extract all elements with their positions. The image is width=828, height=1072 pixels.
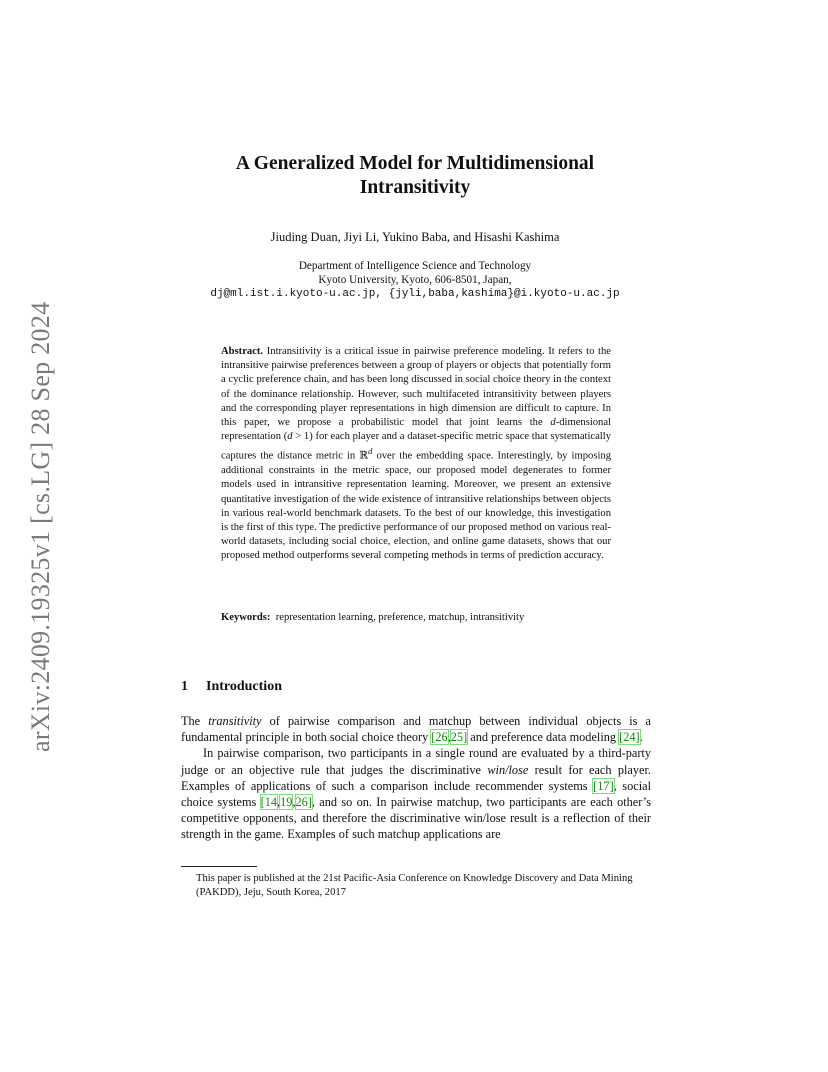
text: result for each player. Examples of applications of such a comparison include recommender systems [181, 762, 651, 793]
abstract [221, 345, 611, 564]
text: , social choice systems [181, 778, 651, 810]
paragraph [181, 745, 651, 842]
citation-link[interactable]: 25] [450, 730, 468, 745]
section-title: Introduction [206, 679, 282, 694]
math-d: d [287, 431, 293, 443]
text: . [639, 730, 643, 745]
emphasis: transitivity [208, 714, 262, 728]
affiliation [150, 259, 680, 302]
affiliation-emails[interactable]: dj@ml.ist.i.kyoto-u.ac.jp, {jyli,baba,kashima}@i.kyoto-u.ac.jp [210, 288, 620, 301]
affiliation-department: Department of Intelligence Science and Technology [298, 260, 532, 272]
citation-link[interactable]: [26 [431, 730, 448, 745]
keywords [221, 612, 621, 623]
citation-link[interactable]: 19 [280, 795, 293, 810]
text: of pairwise comparison and matchup between individual objects is a fundamental principle in both social choice theory [181, 714, 651, 745]
footnote-rule [181, 866, 257, 867]
citation-link[interactable]: [24] [619, 730, 640, 745]
text: , [277, 795, 281, 810]
section-number: 1 [181, 679, 188, 694]
title-line-2: Intransitivity [359, 177, 471, 198]
paragraph [181, 713, 651, 745]
text: and preference data modeling [467, 730, 620, 745]
intro-body [181, 713, 651, 843]
citation-link[interactable]: 26] [295, 795, 312, 810]
citation-link[interactable]: [17] [593, 778, 614, 793]
affiliation-university: Kyoto University, Kyoto, 606-8501, Japan, [318, 274, 512, 287]
text: , [292, 795, 296, 810]
text: The [181, 714, 209, 728]
authors: Jiuding Duan, Jiyi Li, Yukino Baba, and Hisashi Kashima [270, 230, 560, 244]
abstract-text: > 1) for each player and a dataset-specific metric space that systematically captures the distance metric in [221, 431, 611, 462]
keywords-text: representation learning, preference, matchup, intransitivity [275, 612, 525, 623]
abstract-text: over the embedding space. Interestingly, by imposing additional constraints in the metric space, our proposed model degenerates to former models used in intransitive representation learning. Moreover, we present an extensive quantitative investigation of the wide existence of intransitive relationships between objects in various real-world benchmark datasets. To the best of our knowledge, this investigation is the first of this type. The predictive performance of our proposed method on various real-world datasets, including social choice, election, and online game datasets, shows that our proposed method outperforms several competing methods in terms of prediction accuracy. [221, 450, 611, 562]
text: In pairwise comparison, two participants in a single round are evaluated by a third-party judge or an objective rule that judges the discriminative [181, 746, 651, 777]
math-d-superscript: d [368, 446, 373, 457]
arxiv-identifier[interactable]: arXiv:2409.19325v1 [cs.LG] 28 Sep 2024 [26, 301, 55, 752]
abstract-text: Intransitivity is a critical issue in pairwise preference modeling. It refers to the intransitive pairwise preferences between a group of players or objects that potentially form a cyclic preference chain, and has been long discussed in social choice theory in the context of the dominance relationship. However, such multifaceted intransitivity between players and the corresponding player representations in high dimension are difficult to capture. In this paper, we propose a probabilistic model that joint learns the [221, 346, 611, 429]
paper-title [180, 152, 650, 200]
math-d: d [550, 417, 556, 429]
text: , and so on. In pairwise matchup, two participants are each other’s competitive opponents, and therefore the discriminative win/lose result is a reflection of their strength in the game. Examples of such matchup applications are [181, 795, 651, 842]
abstract-text: -dimensional representation ( [221, 417, 611, 443]
text: , [447, 730, 451, 745]
emphasis: win/lose [487, 762, 529, 777]
title-line-1: A Generalized Model for Multidimensional [235, 153, 595, 174]
citation-link[interactable]: [14 [260, 795, 278, 810]
footnote: This paper is published at the 21st Pacific-Asia Conference on Knowledge Discovery and Data Mining (PAKDD), Jeju, South Korea, 2017 [196, 873, 633, 899]
section-heading [181, 679, 282, 695]
keywords-label: Keywords: [221, 612, 271, 623]
abstract-label: Abstract. [221, 346, 264, 357]
math-real-numbers: ℝ [359, 450, 369, 462]
